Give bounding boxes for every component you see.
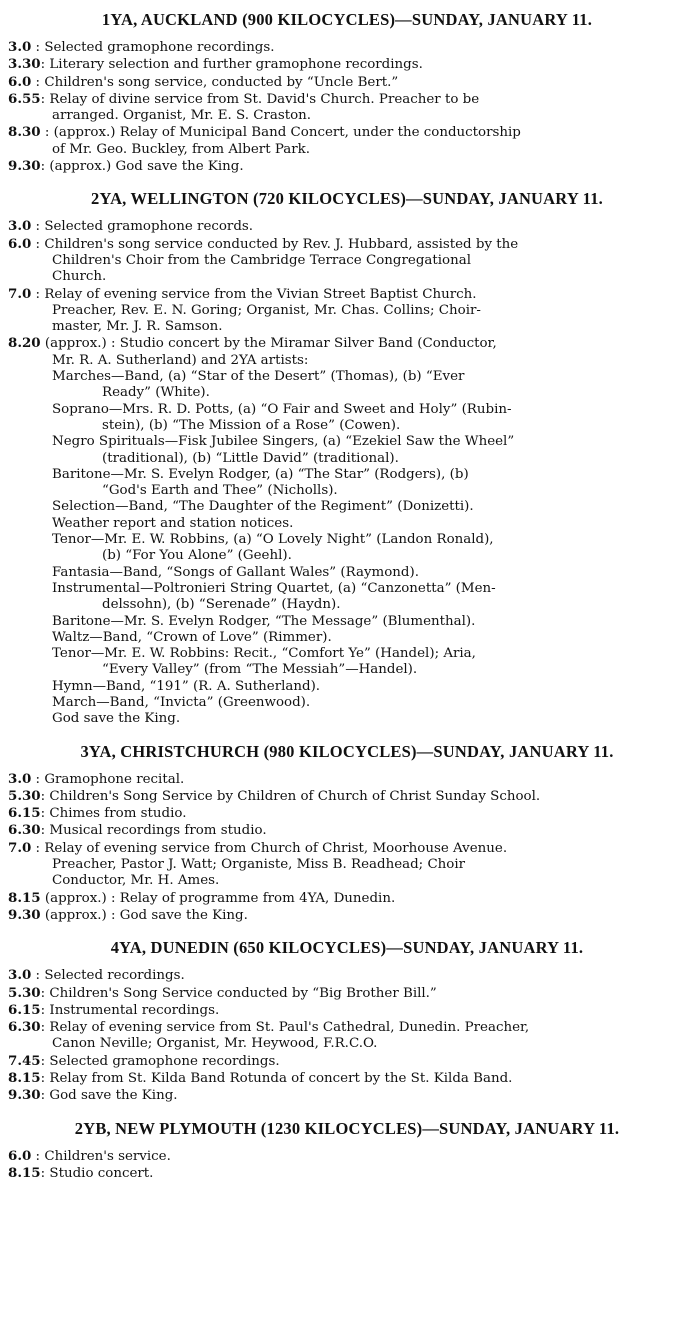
entry-continuation: Conductor, Mr. H. Ames. <box>52 873 220 889</box>
schedule-entry: 6.15: Chimes from studio. <box>8 805 187 822</box>
entry-time: 3.0 <box>8 39 32 55</box>
station-2yb <box>6 1119 688 1183</box>
entry-time: 6.30 <box>8 1019 41 1036</box>
programme-item: March—Band, “Invicta” (Greenwood). <box>52 694 311 710</box>
programme-item: Waltz—Band, “Crown of Love” (Rimmer). <box>52 629 332 645</box>
entry-time: 8.15 <box>8 1164 41 1181</box>
entry-text: God save the King. <box>49 1088 178 1104</box>
entry-time: 9.30 <box>8 1087 41 1104</box>
station-1ya <box>6 10 688 175</box>
programme-item: Weather report and station notices. <box>52 515 294 531</box>
station-heading: 4YA, DUNEDIN (650 KILOCYCLES)—SUNDAY, JANUARY 11. <box>110 938 584 958</box>
schedule-entry: 9.30: (approx.) God save the King. <box>8 158 244 175</box>
entry-continuation: arranged. Organist, Mr. E. S. Craston. <box>52 108 312 124</box>
programme-item: Tenor—Mr. E. W. Robbins, (a) “O Lovely Night” (Landon Ronald), <box>52 532 494 548</box>
station-3ya <box>6 742 688 925</box>
entry-time: 8.30 <box>8 124 41 141</box>
schedule-entry: 5.30: Children's Song Service by Children of Church of Christ Sunday School. <box>8 787 541 804</box>
schedule-entry: 8.15: Studio concert. <box>8 1164 154 1181</box>
entry-time: 6.15 <box>8 1001 41 1018</box>
entry-time: 8.15 <box>8 1070 41 1087</box>
entry-time: 3.30 <box>8 56 41 73</box>
schedule-entry: 3.30: Literary selection and further gramophone recordings. <box>8 56 423 73</box>
schedule-entry: 6.0 : Children's song service, conducted by “Uncle Bert.” <box>8 73 399 90</box>
schedule-entry: 8.15: Relay from St. Kilda Band Rotunda of concert by the St. Kilda Band. <box>8 1070 513 1087</box>
entry-time: 9.30 <box>8 906 41 923</box>
entry-continuation: of Mr. Geo. Buckley, from Albert Park. <box>52 141 310 157</box>
schedule-entry: 6.0 : Children's song service conducted by Rev. J. Hubbard, assisted by the <box>8 235 519 252</box>
schedule-entry <box>6 907 688 924</box>
entry-text: Relay of divine service from St. David's Church. Preacher to be <box>49 91 480 107</box>
entry-time: 6.0 <box>8 235 32 252</box>
programme-item: Hymn—Band, “191” (R. A. Sutherland). <box>52 678 321 694</box>
schedule-entry: 7.0 : Relay of evening service from the Vivian Street Baptist Church. <box>8 285 477 302</box>
entry-time: 3.0 <box>8 770 32 787</box>
entry-continuation: Preacher, Rev. E. N. Goring; Organist, Mr. Chas. Collins; Choir- <box>52 302 481 318</box>
entry-text: (approx.) : Relay of programme from 4YA, Dunedin. <box>44 890 396 906</box>
station-heading: 2YA, WELLINGTON (720 KILOCYCLES)—SUNDAY, JANUARY 11. <box>91 189 603 209</box>
programme-item-continuation: “God's Earth and Thee” (Nicholls). <box>102 483 338 499</box>
programme-item: Baritone—Mr. S. Evelyn Rodger, “The Message” (Blumenthal). <box>52 613 476 629</box>
schedule-entry <box>6 335 688 352</box>
schedule-entry: 6.0 : Children's service. <box>8 1147 171 1164</box>
entry-text: (approx.) God save the King. <box>49 159 244 175</box>
entry-text: Selected gramophone records. <box>44 219 254 235</box>
schedule-entry: 3.0 : Gramophone recital. <box>8 770 185 787</box>
programme-item: Baritone—Mr. S. Evelyn Rodger, (a) “The Star” (Rodgers), (b) <box>52 466 469 482</box>
entry-time: 6.30 <box>8 822 41 839</box>
entry-time: 5.30 <box>8 787 41 804</box>
schedule-entry: 6.55: Relay of divine service from St. David's Church. Preacher to be <box>8 90 480 107</box>
entry-text: (approx.) Relay of Municipal Band Concert, under the conductorship <box>53 125 521 141</box>
entry-time: 9.30 <box>8 158 41 175</box>
programme-item: Tenor—Mr. E. W. Robbins: Recit., “Comfort Ye” (Handel); Aria, <box>52 646 476 662</box>
entry-text: Studio concert. <box>49 1165 154 1181</box>
entry-time: 6.0 <box>8 1147 32 1164</box>
schedule-entry <box>6 890 688 907</box>
station-heading: 3YA, CHRISTCHURCH (980 KILOCYCLES)—SUNDAY, JANUARY 11. <box>80 741 614 761</box>
station-heading: 1YA, AUCKLAND (900 KILOCYCLES)—SUNDAY, JANUARY 11. <box>101 10 593 29</box>
entry-text: (approx.) : Studio concert by the Miramar Silver Band (Conductor, <box>44 336 497 352</box>
station-heading: 2YB, NEW PLYMOUTH (1230 KILOCYCLES)—SUNDAY, JANUARY 11. <box>74 1118 620 1138</box>
entry-text: Relay from St. Kilda Band Rotunda of concert by the St. Kilda Band. <box>49 1071 513 1087</box>
entry-text: Instrumental recordings. <box>49 1002 220 1018</box>
programme-item: Negro Spirituals—Fisk Jubilee Singers, (a) “Ezekiel Saw the Wheel” <box>52 434 515 450</box>
entry-text: Gramophone recital. <box>44 771 185 787</box>
entry-continuation: Children's Choir from the Cambridge Terrace Congregational <box>52 252 471 268</box>
entry-text: Relay of evening service from the Vivian Street Baptist Church. <box>44 286 477 302</box>
schedule-entry: 7.0 : Relay of evening service from Church of Christ, Moorhouse Avenue. <box>8 839 508 856</box>
programme-item: Selection—Band, “The Daughter of the Regiment” (Donizetti). <box>52 499 474 515</box>
entry-text: Chimes from studio. <box>49 806 187 822</box>
entry-text: (approx.) : God save the King. <box>44 907 248 923</box>
entry-text: Relay of evening service from Church of Christ, Moorhouse Avenue. <box>44 840 508 856</box>
schedule-entry: 5.30: Children's Song Service conducted by “Big Brother Bill.” <box>8 984 437 1001</box>
entry-time: 8.15 <box>8 889 41 906</box>
entry-time: 7.45 <box>8 1052 41 1069</box>
entry-text: Children's song service conducted by Rev. J. Hubbard, assisted by the <box>44 236 519 252</box>
station-4ya <box>6 938 688 1104</box>
entry-time: 6.55 <box>8 90 41 107</box>
entry-time: 7.0 <box>8 839 32 856</box>
entry-time: 3.0 <box>8 967 32 984</box>
entry-continuation: Church. <box>52 269 107 285</box>
schedule-entry: 9.30: God save the King. <box>8 1087 178 1104</box>
entry-text: Children's Song Service by Children of Church of Christ Sunday School. <box>49 788 541 804</box>
schedule-entry: 6.30: Musical recordings from studio. <box>8 822 267 839</box>
schedule-entry: 8.30 : (approx.) Relay of Municipal Band Concert, under the conductorship <box>8 124 521 141</box>
programme-item-continuation: (b) “For You Alone” (Geehl). <box>102 548 292 564</box>
station-2ya <box>6 189 688 727</box>
entry-time: 8.20 <box>8 335 41 352</box>
programme-item: Soprano—Mrs. R. D. Potts, (a) “O Fair and Sweet and Holy” (Rubin- <box>52 401 512 417</box>
programme-item: Marches—Band, (a) “Star of the Desert” (Thomas), (b) “Ever <box>52 369 465 385</box>
entry-continuation: Mr. R. A. Sutherland) and 2YA artists: <box>52 352 309 368</box>
programme-item-continuation: delssohn), (b) “Serenade” (Haydn). <box>102 597 341 613</box>
schedule-entry: 6.30: Relay of evening service from St. Paul's Cathedral, Dunedin. Preacher, <box>8 1019 530 1036</box>
entry-continuation: Canon Neville; Organist, Mr. Heywood, F.R.C.O. <box>52 1036 378 1052</box>
programme-item-continuation: (traditional), (b) “Little David” (traditional). <box>102 450 399 466</box>
programme-item-continuation: “Every Valley” (from “The Messiah”—Handel). <box>102 662 418 678</box>
programme-item-continuation: Ready” (White). <box>102 385 210 401</box>
entry-text: Selected recordings. <box>44 968 185 984</box>
entry-time: 3.0 <box>8 218 32 235</box>
entry-time: 5.30 <box>8 984 41 1001</box>
entry-continuation: master, Mr. J. R. Samson. <box>52 319 223 335</box>
entry-text: Relay of evening service from St. Paul's Cathedral, Dunedin. Preacher, <box>49 1020 530 1036</box>
programme-item: Instrumental—Poltronieri String Quartet, (a) “Canzonetta” (Men- <box>52 580 496 596</box>
entry-continuation: Preacher, Pastor J. Watt; Organiste, Miss B. Readhead; Choir <box>52 857 466 873</box>
entry-time: 7.0 <box>8 285 32 302</box>
schedule-entry: 7.45: Selected gramophone recordings. <box>8 1052 280 1069</box>
schedule-entry: 6.15: Instrumental recordings. <box>8 1001 220 1018</box>
entry-time: 6.0 <box>8 73 32 90</box>
entry-text: Children's service. <box>44 1148 171 1164</box>
entry-text: Children's song service, conducted by “Uncle Bert.” <box>44 74 399 90</box>
schedule-entry: 3.0 : Selected recordings. <box>8 967 185 984</box>
entry-time: 6.15 <box>8 805 41 822</box>
programme-item: God save the King. <box>52 711 181 727</box>
entry-text: Selected gramophone recordings. <box>44 40 275 55</box>
programme-item: Fantasia—Band, “Songs of Gallant Wales” (Raymond). <box>52 564 419 580</box>
entry-text: Literary selection and further gramophone recordings. <box>49 57 423 73</box>
schedule-entry: 3.0 : Selected gramophone recordings. <box>8 39 275 55</box>
entry-text: Musical recordings from studio. <box>49 823 267 839</box>
programme-item-continuation: stein), (b) “The Mission of a Rose” (Cowen). <box>102 417 401 433</box>
entry-text: Children's Song Service conducted by “Big Brother Bill.” <box>49 985 437 1001</box>
entry-text: Selected gramophone recordings. <box>49 1053 280 1069</box>
schedule-entry: 3.0 : Selected gramophone records. <box>8 218 254 235</box>
